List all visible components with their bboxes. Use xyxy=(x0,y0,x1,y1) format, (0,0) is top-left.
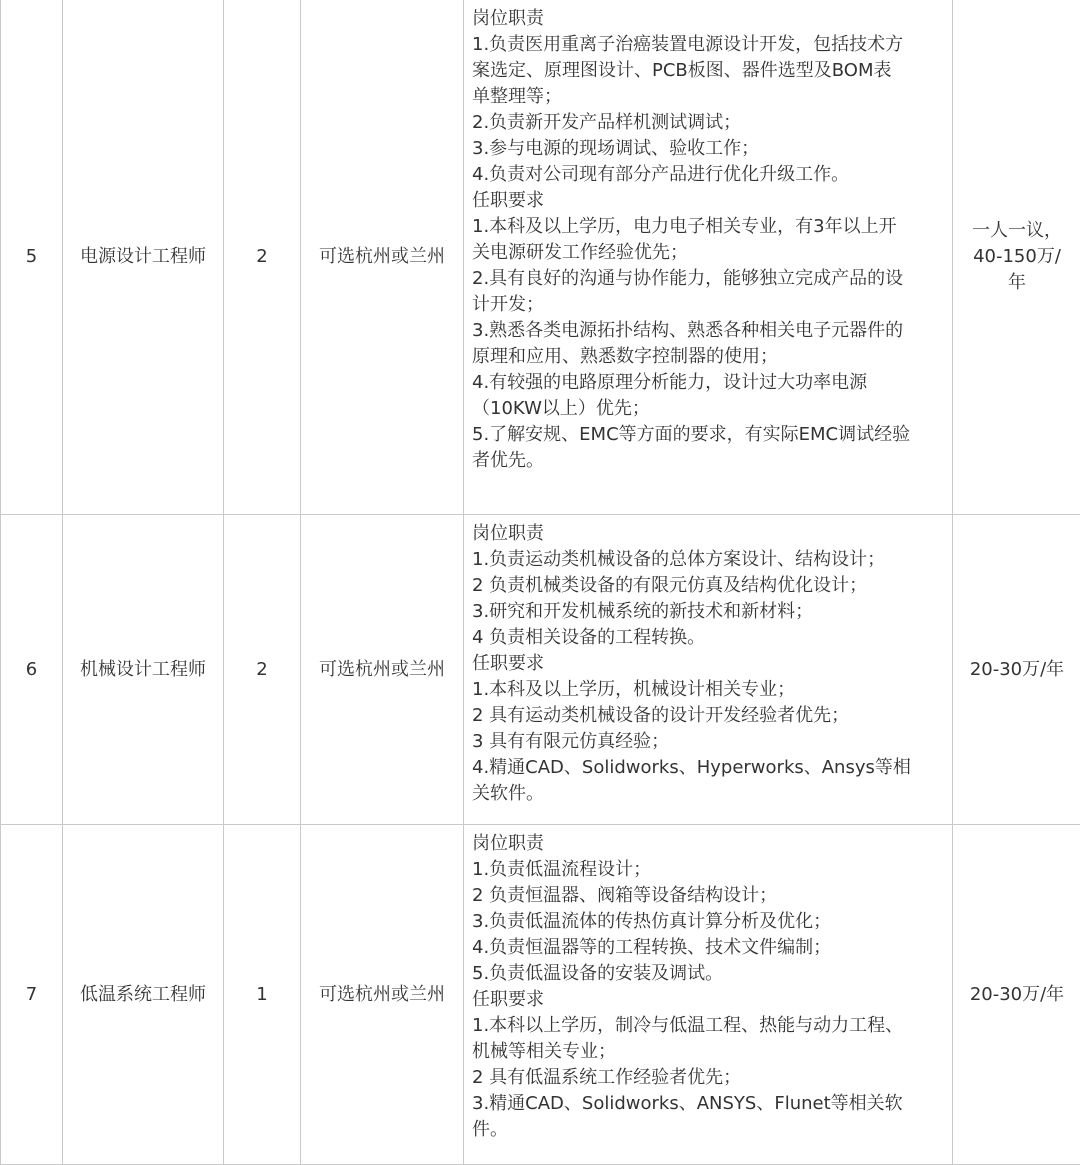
description-line: 1.本科及以上学历，机械设计相关专业； xyxy=(472,677,946,703)
description-line: 3.精通CAD、Solidworks、ANSYS、Flunet等相关软 xyxy=(472,1091,946,1117)
salary-line: 一人一议， xyxy=(953,218,1080,244)
work-location: 可选杭州或兰州 xyxy=(301,825,464,1165)
row-number: 6 xyxy=(1,515,63,825)
description-line: 2.负责新开发产品样机测试调试； xyxy=(472,110,946,136)
description-line: 4.有较强的电路原理分析能力，设计过大功率电源 xyxy=(472,370,946,396)
description-line: 2 负责机械类设备的有限元仿真及结构优化设计； xyxy=(472,573,946,599)
job-title: 电源设计工程师 xyxy=(63,0,224,515)
description-line: 案选定、原理图设计、PCB板图、器件选型及BOM表 xyxy=(472,58,946,84)
description-line: 2 具有低温系统工作经验者优先； xyxy=(472,1065,946,1091)
table-row xyxy=(1,0,1080,515)
description-line: 1.负责低温流程设计； xyxy=(472,857,946,883)
description-line: 关软件。 xyxy=(472,781,946,807)
description-line: 3.负责低温流体的传热仿真计算分析及优化； xyxy=(472,909,946,935)
description-line: 1.本科及以上学历，电力电子相关专业，有3年以上开 xyxy=(472,214,946,240)
job-table-body xyxy=(1,0,1080,1165)
description-line: 岗位职责 xyxy=(472,521,946,547)
job-title: 机械设计工程师 xyxy=(63,515,224,825)
description-line: 2 具有运动类机械设备的设计开发经验者优先； xyxy=(472,703,946,729)
work-location: 可选杭州或兰州 xyxy=(301,515,464,825)
description-line: 件。 xyxy=(472,1117,946,1143)
description-line: （10KW以上）优先； xyxy=(472,396,946,422)
salary xyxy=(953,825,1080,1165)
description-line: 原理和应用、熟悉数字控制器的使用； xyxy=(472,344,946,370)
description-line: 3.研究和开发机械系统的新技术和新材料； xyxy=(472,599,946,625)
headcount: 2 xyxy=(224,515,301,825)
row-number: 7 xyxy=(1,825,63,1165)
job-title: 低温系统工程师 xyxy=(63,825,224,1165)
job-description xyxy=(464,825,953,1165)
description-line: 1.负责运动类机械设备的总体方案设计、结构设计； xyxy=(472,547,946,573)
job-description xyxy=(464,515,953,825)
description-line: 3.参与电源的现场调试、验收工作； xyxy=(472,136,946,162)
work-location: 可选杭州或兰州 xyxy=(301,0,464,515)
description-line: 4.负责恒温器等的工程转换、技术文件编制； xyxy=(472,935,946,961)
description-line: 任职要求 xyxy=(472,987,946,1013)
salary-line: 40-150万/ xyxy=(953,244,1080,270)
table-row xyxy=(1,825,1080,1165)
description-line: 4.精通CAD、Solidworks、Hyperworks、Ansys等相 xyxy=(472,755,946,781)
description-line: 3.熟悉各类电源拓扑结构、熟悉各种相关电子元器件的 xyxy=(472,318,946,344)
description-line: 5.负责低温设备的安装及调试。 xyxy=(472,961,946,987)
row-number: 5 xyxy=(1,0,63,515)
description-line: 计开发； xyxy=(472,292,946,318)
description-line: 岗位职责 xyxy=(472,831,946,857)
description-line: 3 具有有限元仿真经验； xyxy=(472,729,946,755)
description-line: 5.了解安规、EMC等方面的要求，有实际EMC调试经验 xyxy=(472,422,946,448)
salary-line: 20-30万/年 xyxy=(953,982,1080,1008)
salary xyxy=(953,0,1080,515)
salary-line: 20-30万/年 xyxy=(953,657,1080,683)
description-line: 4.负责对公司现有部分产品进行优化升级工作。 xyxy=(472,162,946,188)
description-line: 任职要求 xyxy=(472,188,946,214)
description-line: 机械等相关专业； xyxy=(472,1039,946,1065)
description-line: 1.负责医用重离子治癌装置电源设计开发，包括技术方 xyxy=(472,32,946,58)
salary-line: 年 xyxy=(953,270,1080,296)
description-line: 任职要求 xyxy=(472,651,946,677)
description-line: 1.本科以上学历，制冷与低温工程、热能与动力工程、 xyxy=(472,1013,946,1039)
job-description xyxy=(464,0,953,515)
description-line: 关电源研发工作经验优先； xyxy=(472,240,946,266)
description-line: 岗位职责 xyxy=(472,6,946,32)
description-line: 2 负责恒温器、阀箱等设备结构设计； xyxy=(472,883,946,909)
headcount: 2 xyxy=(224,0,301,515)
salary xyxy=(953,515,1080,825)
headcount: 1 xyxy=(224,825,301,1165)
table-row xyxy=(1,515,1080,825)
description-line: 4 负责相关设备的工程转换。 xyxy=(472,625,946,651)
description-line: 2.具有良好的沟通与协作能力，能够独立完成产品的设 xyxy=(472,266,946,292)
description-line: 单整理等； xyxy=(472,84,946,110)
description-line: 者优先。 xyxy=(472,448,946,474)
